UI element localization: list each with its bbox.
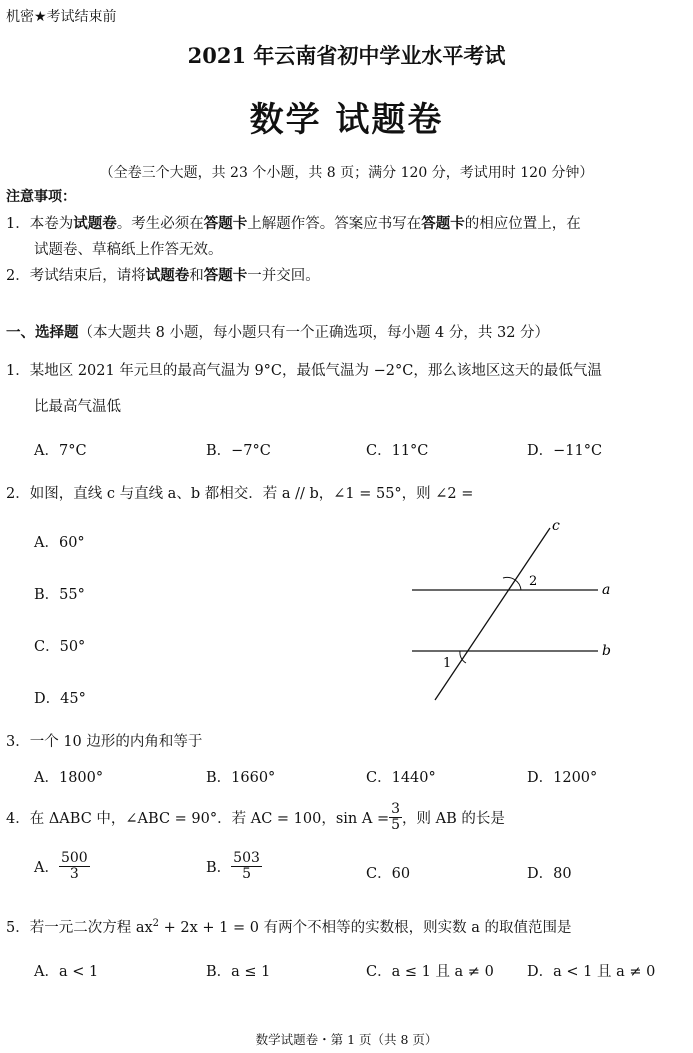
q2-option-d[interactable]: D．45° [34,691,86,707]
paper-info: （全卷三个大题，共 23 个小题，共 8 页；满分 120 分，考试用时 120 分钟） [99,165,594,181]
q4-option-b[interactable]: B． $\frac{503}{5}$ [206,850,260,882]
q4-option-b-fraction: $\frac{503}{5}$ [233,850,260,882]
q2-option-b[interactable]: B．55° [34,587,85,603]
confidential-label: 机密★考试结束前 [6,9,117,25]
q4-option-a-fraction: $\frac{500}{3}$ [60,850,88,882]
q1-option-a[interactable]: A．7°C [34,443,87,459]
q1-option-b[interactable]: B．−7°C [206,443,271,459]
label-angle-1: 1 [443,656,452,671]
q2-option-c[interactable]: C．50° [34,639,86,655]
note-item-1-continued: 试题卷、草稿纸上作答无效。 [34,242,223,258]
paper-subtitle: 数学 试题卷 [249,100,444,140]
notes-title: 注意事项： [6,189,76,205]
q3-option-b[interactable]: B．1660° [206,770,276,786]
note-item-2: 2．考试结束后，请将试题卷和答题卡一并交回。 [6,267,320,284]
sin-a-fraction: $\frac{3}{5}$ [391,801,401,833]
question-4-stem: 4．在 ΔABC 中，∠ABC = 90°．若 AC = 100，sin A = $\frac{3}{5}$ ，则 AB 的长是 [6,801,505,833]
label-b: b [602,643,611,659]
q1-option-d[interactable]: D．−11°C [527,443,603,459]
q2-option-a[interactable]: A．60° [34,535,85,551]
question-1-stem-continued: 比最高气温低 [34,399,121,415]
q5-option-a[interactable]: A．a < 1 [34,964,99,980]
page-footer: 数学试题卷・第 1 页（共 8 页） [255,1032,438,1047]
label-angle-2: 2 [529,574,538,589]
label-a: a [602,582,611,598]
question-2-stem: 2．如图，直线 c 与直线 a、b 都相交．若 a // b，∠1 = 55°，则 ∠2 = [6,486,474,502]
q5-option-d[interactable]: D．a < 1 且 a ≠ 0 [527,964,656,980]
q1-option-c[interactable]: C．11°C [366,443,429,459]
exam-title: 2021 年云南省初中学业水平考试 [187,43,506,68]
q3-option-c[interactable]: C．1440° [366,770,436,786]
q5-option-b[interactable]: B．a ≤ 1 [206,964,271,980]
q4-option-d[interactable]: D．80 [527,866,572,882]
section-heading: 一、选择题（本大题共 8 小题，每小题只有一个正确选项，每小题 4 分，共 32 分） [6,325,550,341]
question-5-stem: 5．若一元二次方程 $ax^2 + 2x + 1 = 0$ 有两个不相等的实数根，则实数 a 的取值范围是 [6,918,572,936]
q3-option-d[interactable]: D．1200° [527,770,598,786]
q3-option-a[interactable]: A．1800° [34,770,104,786]
question-3-stem: 3．一个 10 边形的内角和等于 [6,734,203,750]
line-c [435,528,550,700]
parallel-lines-figure [400,510,630,710]
q4-option-a[interactable]: A． $\frac{500}{3}$ [34,850,88,882]
note-item-1: 1．本卷为试题卷。考生必须在答题卡上解题作答。答案应书写在答题卡的相应位置上，在 [6,215,581,232]
label-c: c [552,518,560,534]
question-1-stem: 1．某地区 2021 年元旦的最高气温为 9°C，最低气温为 −2°C，那么该地区这天的最低气温 [6,363,602,379]
q4-option-c[interactable]: C．60 [366,866,411,882]
q5-option-c[interactable]: C．a ≤ 1 且 a ≠ 0 [366,964,494,980]
